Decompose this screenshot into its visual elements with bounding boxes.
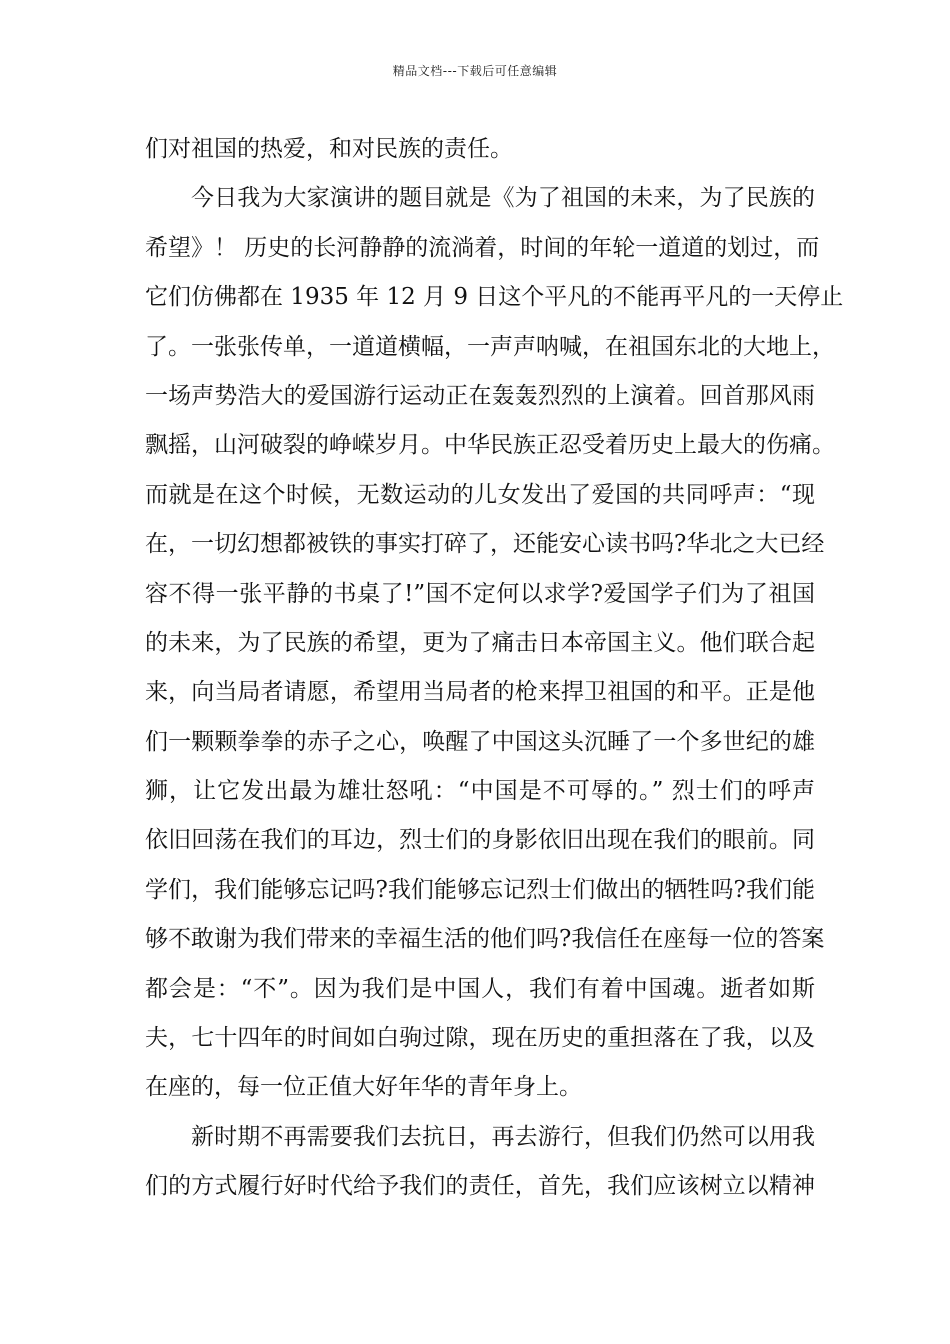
text-line: 们对祖国的热爱，和对民族的责任。 bbox=[145, 136, 513, 162]
text-line: 今日我为大家演讲的题目就是《为了祖国的未来，为了民族的 bbox=[191, 185, 815, 212]
text-line: 飘摇，山河破裂的峥嵘岁月。中华民族正忍受着历史上最大的伤痛。 bbox=[145, 432, 835, 459]
text-line: 的未来，为了民族的希望，更为了痛击日本帝国主义。他们联合起 bbox=[145, 629, 815, 656]
text-line: 容不得一张平静的书桌了!”国不定何以求学?爱国学子们为了祖国 bbox=[145, 580, 815, 607]
text-line: 一场声势浩大的爱国游行运动正在轰轰烈烈的上演着。回首那风雨 bbox=[145, 382, 815, 409]
text-line: 依旧回荡在我们的耳边，烈士们的身影依旧出现在我们的眼前。同 bbox=[145, 827, 815, 854]
text-line: 新时期不再需要我们去抗日，再去游行，但我们仍然可以用我 bbox=[191, 1123, 815, 1150]
text-line: 狮，让它发出最为雄壮怒吼：“中国是不可辱的。” 烈士们的呼声 bbox=[145, 778, 815, 805]
text-line: 夫，七十四年的时间如白驹过隙，现在历史的重担落在了我，以及 bbox=[145, 1025, 815, 1052]
text-line: 们的方式履行好时代给予我们的责任，首先，我们应该树立以精神 bbox=[145, 1173, 815, 1200]
text-line: 都会是：“不”。因为我们是中国人，我们有着中国魂。逝者如斯 bbox=[145, 975, 815, 1002]
text-line: 希望》！ 历史的长河静静的流淌着，时间的年轮一道道的划过，而 bbox=[145, 234, 820, 261]
page-header: 精品文档---下载后可任意编辑 bbox=[392, 64, 558, 78]
text-line: 在，一切幻想都被铁的事实打碎了，还能安心读书吗?华北之大已经 bbox=[145, 531, 825, 558]
paragraph bbox=[145, 1113, 815, 1212]
document-body bbox=[145, 125, 844, 1212]
text-line: 够不敢谢为我们带来的幸福生活的他们吗?我信任在座每一位的答案 bbox=[145, 926, 825, 953]
text-line: 学们，我们能够忘记吗?我们能够忘记烈士们做出的牺牲吗?我们能 bbox=[145, 876, 815, 903]
paragraph bbox=[145, 174, 844, 1112]
paragraph bbox=[145, 125, 815, 174]
text-line: 了。一张张传单，一道道横幅，一声声呐喊，在祖国东北的大地上， bbox=[145, 333, 835, 360]
text-line: 们一颗颗拳拳的赤子之心，唤醒了中国这头沉睡了一个多世纪的雄 bbox=[145, 728, 815, 755]
text-line: 在座的，每一位正值大好年华的青年身上。 bbox=[145, 1074, 582, 1101]
text-line: 它们仿佛都在 1935 年 12 月 9 日这个平凡的不能再平凡的一天停止 bbox=[145, 284, 844, 311]
text-line: 来，向当局者请愿，希望用当局者的枪来捍卫祖国的和平。正是他 bbox=[145, 679, 815, 706]
text-line: 而就是在这个时候，无数运动的儿女发出了爱国的共同呼声：“现 bbox=[145, 481, 815, 508]
